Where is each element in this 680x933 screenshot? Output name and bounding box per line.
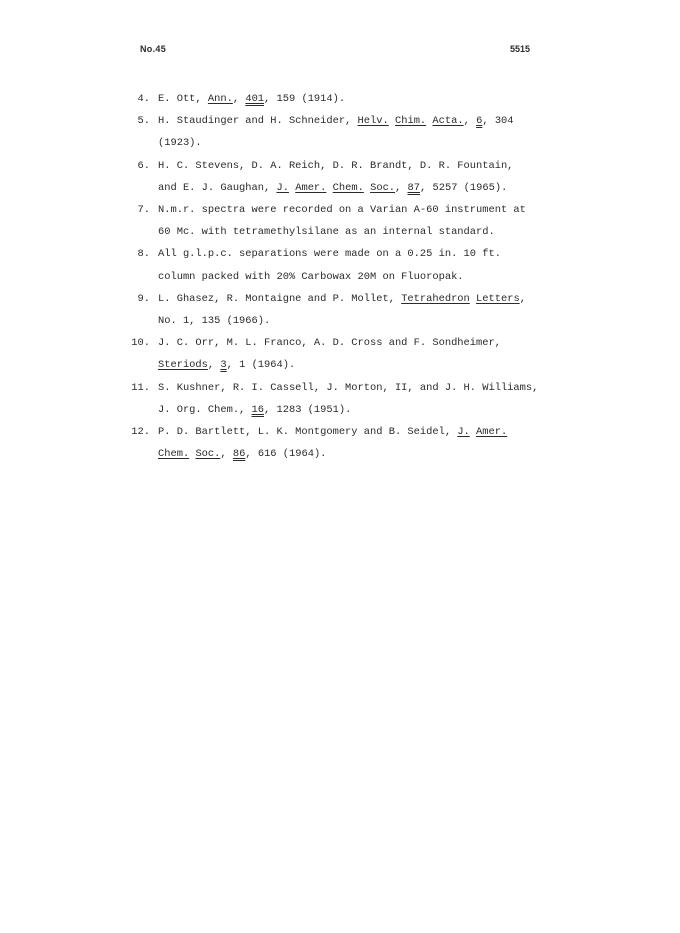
reference-line	[158, 399, 570, 421]
reference-item	[110, 88, 570, 110]
reference-segment: , 159 (1914).	[264, 93, 346, 105]
reference-segment: ,	[519, 292, 526, 305]
journal-title: J.	[276, 181, 289, 194]
reference-line	[158, 199, 570, 221]
reference-line	[158, 332, 570, 354]
reference-segment: J. C. Orr, M. L. Franco, A. D. Cross and F. Sondheimer,	[158, 337, 501, 350]
reference-segment: All g.l.p.c. separations were made on a 0.25 in. 10 ft.	[158, 248, 501, 261]
reference-number: 6.	[137, 159, 150, 172]
reference-number: 9.	[137, 292, 150, 305]
journal-title: Amer.	[295, 181, 327, 194]
reference-line	[158, 110, 570, 132]
journal-title: Steriods	[158, 359, 208, 372]
reference-line	[158, 132, 570, 154]
reference-number: 12.	[131, 426, 150, 439]
reference-segment: ,	[463, 115, 477, 128]
reference-text	[158, 155, 570, 199]
reference-segment: ,	[220, 448, 233, 461]
reference-line	[158, 310, 570, 332]
page-number: 5515	[510, 44, 531, 54]
journal-title: Chim.	[394, 115, 427, 128]
volume-number: 87	[407, 181, 421, 194]
reference-segment: ,	[232, 93, 246, 105]
reference-item	[110, 421, 570, 465]
reference-text	[158, 288, 570, 332]
reference-text	[158, 199, 570, 243]
reference-number: 7.	[137, 204, 150, 217]
journal-title: Amer.	[476, 426, 508, 439]
reference-segment: L. Ghasez, R. Montaigne and P. Mollet,	[158, 292, 402, 305]
reference-segment: ,	[395, 181, 408, 194]
journal-title: Letters	[476, 292, 520, 305]
reference-segment: S. Kushner, R. I. Cassell, J. Morton, II, and J. H. Williams,	[158, 381, 539, 394]
reference-item	[110, 155, 570, 199]
reference-segment: No. 1, 135 (1966).	[158, 315, 271, 328]
reference-segment: and E. J. Gaughan,	[158, 181, 277, 194]
journal-title: Chem.	[332, 181, 364, 194]
reference-segment: J. Org. Chem.,	[158, 403, 252, 416]
reference-line	[158, 177, 570, 199]
volume-number: 3	[220, 359, 227, 372]
reference-item	[110, 199, 570, 243]
journal-title: Soc.	[370, 181, 396, 194]
volume-number: 16	[251, 403, 265, 416]
reference-line	[158, 288, 570, 310]
reference-line	[158, 421, 570, 443]
volume-number: 86	[232, 448, 246, 461]
reference-segment: , 1 (1964).	[226, 359, 296, 372]
journal-title: J.	[457, 426, 470, 439]
reference-segment: , 304	[482, 115, 514, 128]
reference-line	[158, 377, 570, 399]
journal-title: Chem.	[158, 448, 190, 461]
reference-segment: , 616 (1964).	[245, 448, 327, 461]
journal-title: Tetrahedron	[401, 292, 470, 305]
reference-list	[110, 88, 570, 465]
reference-item	[110, 332, 570, 376]
reference-line	[158, 354, 570, 376]
reference-segment: N.m.r. spectra were recorded on a Varian A-60 instrument at	[158, 204, 526, 217]
reference-text	[158, 421, 570, 465]
reference-line	[158, 88, 570, 110]
reference-line	[158, 243, 570, 265]
reference-item	[110, 288, 570, 332]
reference-line	[158, 443, 570, 465]
reference-item	[110, 110, 570, 154]
reference-number: 5.	[137, 115, 150, 128]
volume-number: 6	[476, 115, 483, 128]
journal-title: Ann.	[207, 93, 233, 105]
running-header-journal: No.45	[140, 44, 167, 54]
reference-number: 11.	[131, 381, 150, 394]
reference-segment: H. Staudinger and H. Schneider,	[158, 115, 358, 128]
journal-title: Helv.	[357, 115, 389, 128]
reference-item	[110, 377, 570, 421]
reference-number: 8.	[137, 248, 150, 261]
reference-line	[158, 266, 570, 288]
reference-text	[158, 110, 570, 154]
reference-segment: 60 Mc. with tetramethylsilane as an internal standard.	[158, 226, 495, 239]
volume-number: 401	[245, 93, 265, 105]
reference-line	[158, 221, 570, 243]
reference-segment: ,	[207, 359, 221, 372]
reference-text	[158, 243, 570, 287]
reference-segment: , 5257 (1965).	[420, 181, 508, 194]
reference-segment: (1923).	[158, 137, 202, 150]
journal-title: Soc.	[195, 448, 221, 461]
reference-text	[158, 88, 570, 110]
reference-segment: H. C. Stevens, D. A. Reich, D. R. Brandt, D. R. Fountain,	[158, 159, 514, 172]
reference-text	[158, 377, 570, 421]
reference-item	[110, 243, 570, 287]
reference-segment: column packed with 20% Carbowax 20M on Fluoropak.	[158, 270, 464, 283]
reference-segment: E. Ott,	[158, 93, 208, 105]
reference-segment: P. D. Bartlett, L. K. Montgomery and B. Seidel,	[158, 426, 458, 439]
reference-text	[158, 332, 570, 376]
reference-number: 4.	[137, 93, 150, 105]
reference-line	[158, 155, 570, 177]
reference-segment: , 1283 (1951).	[264, 403, 352, 416]
reference-number: 10.	[131, 337, 150, 350]
journal-title: Acta.	[432, 115, 464, 128]
